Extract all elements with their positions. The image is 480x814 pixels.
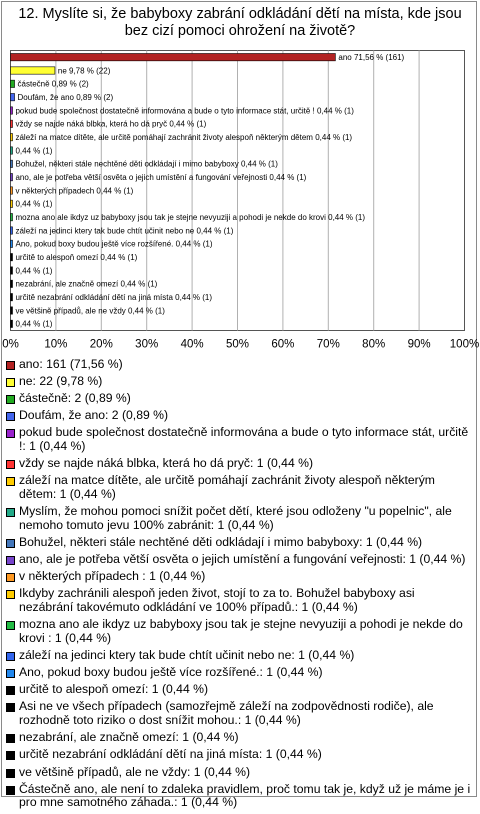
legend-swatch (6, 429, 15, 438)
bar (11, 160, 13, 167)
legend-swatch (6, 460, 15, 469)
bar-label: Ano, pokud boxy budou ještě více rozšířené. 0,44 % (1) (15, 239, 213, 249)
bar (11, 54, 336, 61)
bar (11, 294, 13, 301)
bar (11, 320, 13, 327)
bar-label: 0,44 % (1) (15, 319, 53, 329)
legend (6, 358, 472, 814)
legend-item (6, 683, 472, 697)
legend-swatch (6, 669, 15, 678)
x-tick-label: 40% (180, 338, 204, 351)
bar (11, 67, 55, 74)
bar-label: částečně 0,89 % (2) (17, 79, 89, 89)
legend-item (6, 505, 472, 533)
legend-label: záleží na matce dítěte, ale určitě pomáhají zachránit životy alespoň některým dětem: 1 (0,44 %) (19, 473, 435, 502)
legend-item (6, 748, 472, 762)
legend-swatch (6, 703, 15, 712)
bar-label: určitě to alespoň omezí 0,44 % (1) (15, 252, 138, 262)
legend-item (6, 375, 472, 389)
bar-label: nezabrání, ale značně omezí 0,44 % (1) (15, 279, 158, 289)
bar-label: vždy se najde náká blbka, která ho dá pryč 0,44 % (1) (15, 119, 207, 129)
bar (11, 107, 13, 114)
bar (11, 174, 13, 181)
bar (11, 120, 13, 127)
bar (11, 187, 13, 194)
legend-item (6, 587, 472, 615)
bar-label: 0,44 % (1) (15, 199, 53, 209)
legend-swatch (6, 477, 15, 486)
legend-swatch (6, 786, 15, 795)
bar (11, 80, 15, 87)
legend-label: určitě nezabrání odkládání dětí na jiná místa: 1 (0,44 %) (19, 747, 322, 762)
x-tick-label: 80% (362, 338, 386, 351)
bar (11, 280, 13, 287)
legend-swatch (6, 590, 15, 599)
legend-label: určitě to alespoň omezí: 1 (0,44 %) (19, 682, 209, 697)
bar-label: ne 9,78 % (22) (57, 66, 111, 76)
legend-swatch (6, 508, 15, 517)
bar (11, 134, 13, 141)
bar-label: Doufám, že ano 0,89 % (2) (17, 92, 114, 102)
legend-swatch (6, 378, 15, 387)
bar-label: určitě nezabrání odkládání dětí na jiná místa 0,44 % (1) (15, 292, 213, 302)
x-tick-label: 100% (449, 338, 480, 351)
legend-swatch (6, 395, 15, 404)
legend-label: Bohužel, některi stále nechtěné děti odkládají i mimo babyboxy: 1 (0,44 %) (19, 535, 423, 550)
legend-item (6, 666, 472, 680)
x-tick-label: 70% (316, 338, 340, 351)
legend-label: vždy se najde náká blbka, která ho dá pryč: 1 (0,44 %) (19, 456, 314, 471)
chart-title: 12. Myslíte si, že babyboxy zabrání odkládání dětí na místa, kde jsou bez cizí pomoci ohrožení na životě? (18, 6, 462, 39)
legend-label: Částečně ano, ale není to zdaleka pravidlem, proč tomu tak je, když už je máme je i pro mne samotného záhada.: 1 (0,44 %) (19, 781, 471, 810)
bar-label: záleží na matce dítěte, ale určitě pomáhají zachránit životy alespoň některým dětem 0,44 % (1) (15, 132, 353, 142)
legend-label: Doufám, že ano: 2 (0,89 %) (19, 408, 169, 423)
legend-item (6, 392, 472, 406)
legend-item (6, 618, 472, 646)
x-axis-ticks (2, 339, 479, 351)
bar (11, 147, 13, 154)
x-tick-label: 20% (89, 338, 113, 351)
bar-label: 0,44 % (1) (15, 266, 53, 276)
x-tick-label: 60% (271, 338, 295, 351)
bar (11, 94, 15, 101)
bar-label: ano 71,56 % (161) (338, 52, 405, 62)
legend-swatch (6, 621, 15, 630)
legend-item (6, 457, 472, 471)
legend-item (6, 426, 472, 454)
x-tick-label: 30% (135, 338, 159, 351)
legend-label: v některých případech : 1 (0,44 %) (19, 569, 206, 584)
legend-item (6, 766, 472, 780)
legend-label: Myslím, že mohou pomoci snížit počet dětí, které jsou odloženy "u popelnic", ale nemoho tomuto jevu 100% zabránit: 1 (0,44 %) (19, 504, 452, 533)
legend-swatch (6, 539, 15, 548)
legend-swatch (6, 412, 15, 421)
x-tick-label: 50% (225, 338, 250, 351)
legend-item (6, 570, 472, 584)
legend-label: ne: 22 (9,78 %) (19, 374, 103, 389)
bar (11, 200, 13, 207)
legend-swatch (6, 652, 15, 661)
bar-label: 0,44 % (1) (15, 146, 53, 156)
x-tick-label: 10% (44, 338, 68, 351)
bar-chart (0, 0, 480, 355)
legend-item (6, 649, 472, 663)
legend-label: pokud bude společnost dostatečně informována a bude o tyto informace stát, určitě !: 1 (0,44 %) (19, 425, 469, 454)
bar-label: mozna ano ale ikdyz uz babyboxy jsou tak je stejne nevyuziji a pohodi je nekde do krovi 0,44 % (1) (15, 212, 366, 222)
legend-item (6, 474, 472, 502)
legend-label: Ano, pokud boxy budou ještě více rozšířené.: 1 (0,44 %) (19, 665, 323, 680)
bar-label: Bohužel, některi stále nechtěné děti odkládají i mimo babyboxy 0,44 % (1) (15, 159, 278, 169)
bar-label: pokud bude společnost dostatečně informována a bude o tyto informace stát, určitě ! 0,44 % (1) (15, 106, 354, 116)
legend-label: ano, ale je potřeba větší osvěta o jejich umístění a fungování veřejnosti: 1 (0,44 %) (19, 552, 466, 567)
legend-swatch (6, 361, 15, 370)
legend-item (6, 783, 472, 811)
bar (11, 267, 13, 274)
bar-label: v některých případech 0,44 % (1) (15, 186, 134, 196)
legend-swatch (6, 769, 15, 778)
bar-label: ano, ale je potřeba větší osvěta o jejich umístění a fungování veřejnosti 0,44 % (1) (15, 172, 307, 182)
bar (11, 227, 13, 234)
legend-label: záleží na jedinci ktery tak bude chtít učinit nebo ne: 1 (0,44 %) (19, 648, 355, 663)
legend-label: Ikdyby zachránili alespoň jeden život, stojí to za to. Bohužel babyboxy asi nezábrání takovémuto odkládání ve 100% případů.: 1 (0,44 %) (19, 586, 415, 615)
bar (11, 240, 13, 247)
bar-label: záleží na jedinci ktery tak bude chtít učinit nebo ne 0,44 % (1) (15, 226, 234, 236)
x-tick-label: 90% (407, 338, 431, 351)
legend-swatch (6, 573, 15, 582)
legend-item (6, 536, 472, 550)
legend-label: ve většině případů, ale ne vždy: 1 (0,44 %) (19, 764, 251, 779)
bar (11, 254, 13, 261)
bar (11, 214, 13, 221)
legend-swatch (6, 556, 15, 565)
legend-item (6, 409, 472, 423)
legend-swatch (6, 751, 15, 760)
bar-label: ve většině případů, ale ne vždy 0,44 % (1) (15, 306, 165, 316)
legend-swatch (6, 686, 15, 695)
legend-label: nezabrání, ale značně omezí: 1 (0,44 %) (19, 730, 239, 745)
legend-label: Asi ne ve všech případech (samozřejmě záleží na zodpovědnosti rodiče), ale rozhodně toto riziko o dost snížit mohou.: 1 (0,44 %) (19, 699, 434, 728)
bar (11, 307, 13, 314)
legend-item (6, 553, 472, 567)
legend-item (6, 358, 472, 372)
x-tick-label: 0% (2, 338, 19, 351)
legend-label: ano: 161 (71,56 %) (19, 357, 123, 371)
legend-item (6, 700, 472, 728)
legend-label: částečně: 2 (0,89 %) (19, 391, 131, 406)
legend-swatch (6, 734, 15, 743)
legend-item (6, 731, 472, 745)
legend-label: mozna ano ale ikdyz uz babyboxy jsou tak je stejne nevyuziji a pohodi je nekde do krovi : 1 (0,44 %) (19, 617, 463, 646)
